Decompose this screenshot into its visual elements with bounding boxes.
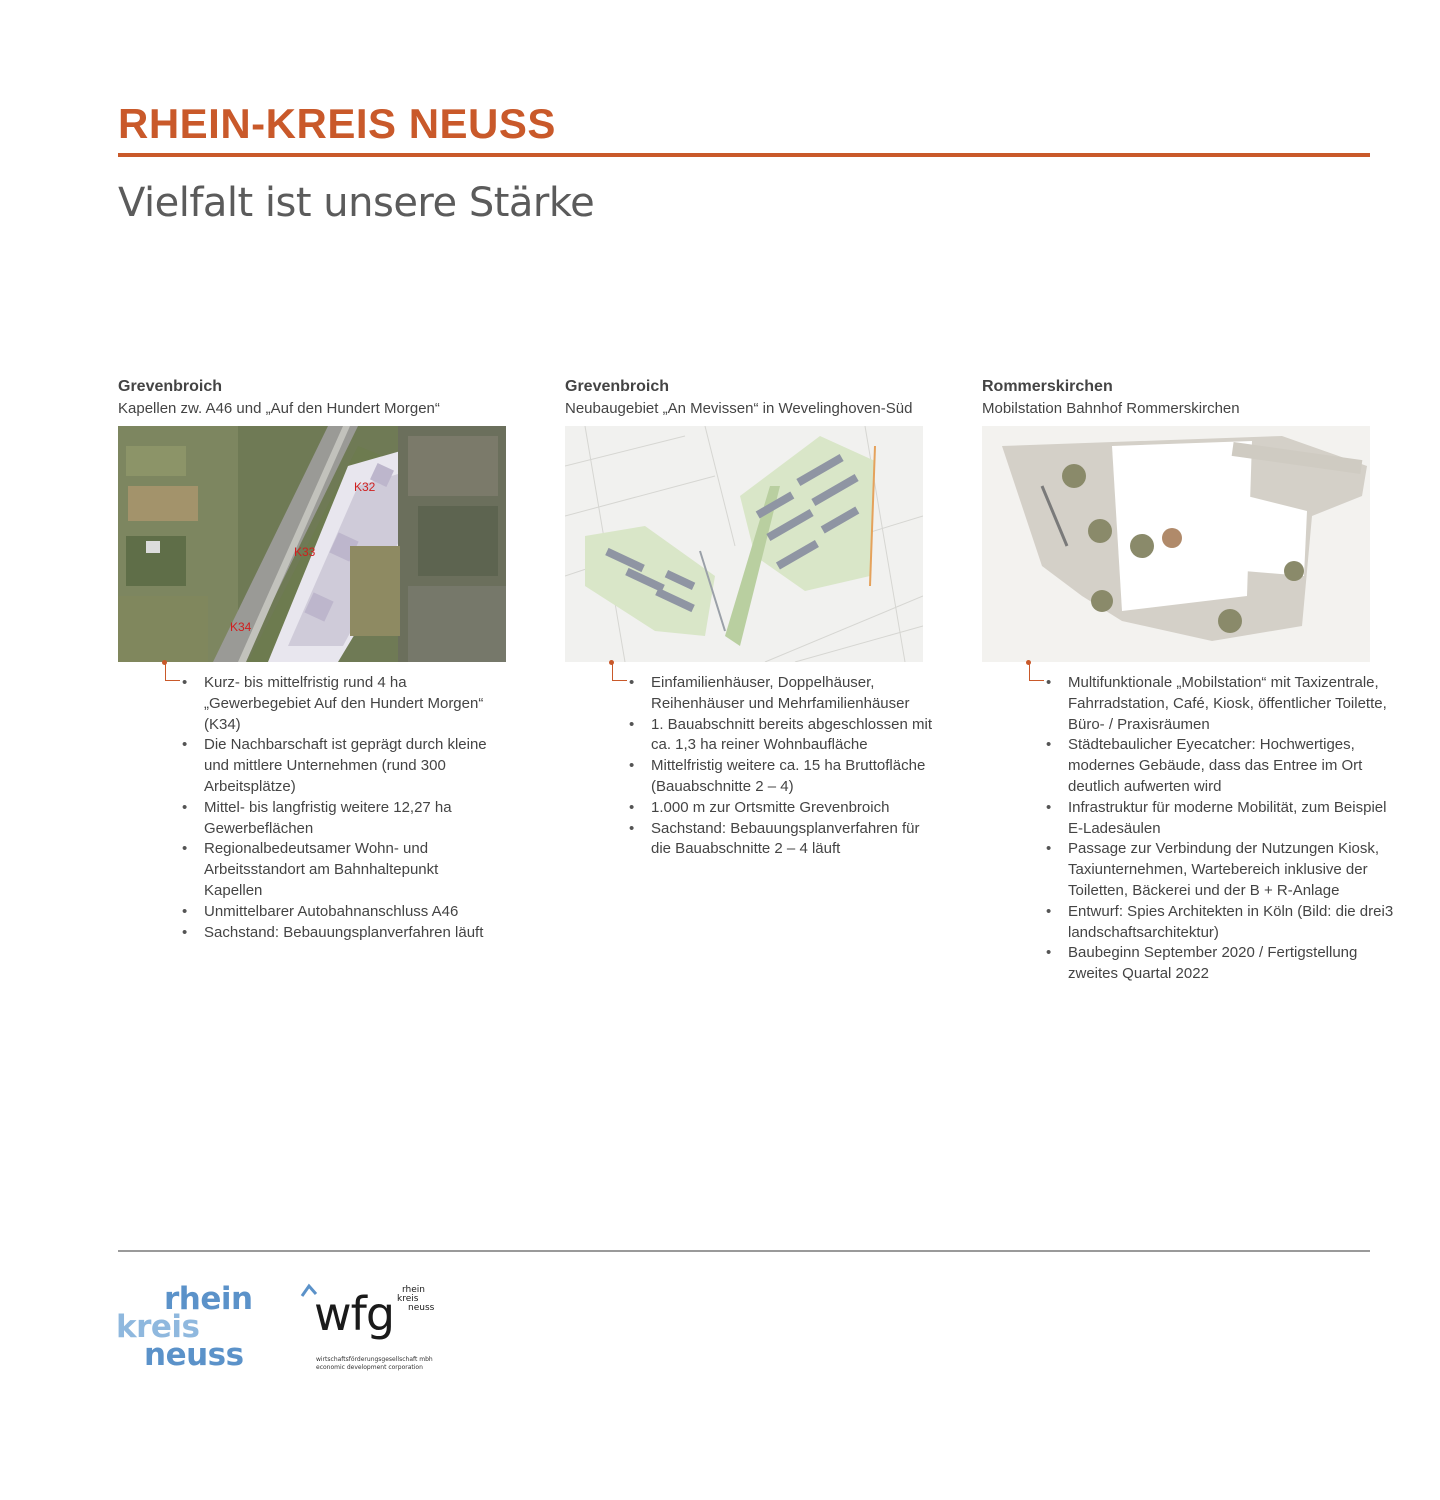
footer-rule [118, 1250, 1370, 1252]
project-rommerskirchen [982, 376, 1370, 662]
wfg-tagline-en: economic development corporation [316, 1364, 423, 1371]
list-item: • Mittel- bis langfristig weitere 12,27 ha Gewerbeflächen [204, 798, 494, 840]
wfg-wordmark: wfg [314, 1287, 395, 1341]
list-item: • Regionalbedeutsamer Wohn- und Arbeitsstandort am Bahnhaltepunkt Kapellen [204, 839, 494, 901]
logo-word-neuss: neuss [144, 1337, 244, 1373]
brand-title: RHEIN-KREIS NEUSS [118, 100, 556, 147]
page-subtitle: Vielfalt ist unsere Stärke [118, 180, 595, 226]
list-item: • 1. Bauabschnitt bereits abgeschlossen mit ca. 1,3 ha reiner Wohnbaufläche [651, 715, 941, 757]
list-item: • Einfamilienhäuser, Doppelhäuser, Reihenhäuser und Mehrfamilienhäuser [651, 673, 941, 715]
map-label-k32: K32 [354, 480, 376, 494]
station-plan-image [982, 426, 1370, 662]
project-kapellen [118, 376, 506, 662]
logo-word-kreis: kreis [116, 1309, 200, 1345]
list-item: • Passage zur Verbindung der Nutzungen Kiosk, Taxiunternehmen, Wartebereich inklusive der Toiletten, Bäckerei und der B + R-Anlage [1068, 839, 1398, 901]
brand-rule [118, 153, 1370, 157]
bullet-list-mevissen [629, 673, 941, 860]
wfg-small-rhein: rhein [402, 1285, 425, 1295]
project-caption: Neubaugebiet „An Mevissen“ in Wevelinghoven-Süd [565, 400, 913, 417]
aerial-photo [118, 426, 506, 662]
logo-word-rhein: rhein [164, 1281, 253, 1317]
project-caption: Kapellen zw. A46 und „Auf den Hundert Morgen“ [118, 400, 440, 417]
bullet-list-kapellen [182, 673, 494, 943]
list-item: • Sachstand: Bebauungsplanverfahren für die Bauabschnitte 2 – 4 läuft [651, 819, 941, 861]
wfg-logo [300, 1280, 450, 1375]
list-item: • Kurz- bis mittelfristig rund 4 ha „Gewerbegebiet Auf den Hundert Morgen“ (K34) [204, 673, 494, 735]
site-plan [565, 426, 923, 662]
list-item: • Baubeginn September 2020 / Fertigstellung zweites Quartal 2022 [1068, 943, 1398, 985]
project-city: Grevenbroich [118, 378, 223, 395]
project-city: Rommerskirchen [982, 378, 1113, 395]
rhein-kreis-neuss-logo [116, 1281, 256, 1374]
list-item: • Infrastruktur für moderne Mobilität, zum Beispiel E-Ladesäulen [1068, 798, 1398, 840]
project-caption: Mobilstation Bahnhof Rommerskirchen [982, 400, 1240, 417]
architecture-rendering [982, 426, 1370, 662]
wfg-small-neuss: neuss [408, 1303, 435, 1313]
map-label-k33: K33 [294, 545, 316, 559]
wfg-small-kreis: kreis [397, 1294, 419, 1304]
list-item: • Unmittelbarer Autobahnanschluss A46 [204, 902, 494, 923]
list-item: • Die Nachbarschaft ist geprägt durch kleine und mittlere Unternehmen (rund 300 Arbeitsplätze) [204, 735, 494, 797]
list-item: • Entwurf: Spies Architekten in Köln (Bild: die drei3 landschaftsarchitektur) [1068, 902, 1398, 944]
callout-connector [165, 664, 180, 681]
wfg-tagline-de: wirtschaftsförderungsgesellschaft mbh [316, 1356, 433, 1363]
callout-connector [1029, 664, 1044, 681]
callout-connector [612, 664, 627, 681]
aerial-map-image [118, 426, 506, 662]
list-item: • Multifunktionale „Mobilstation“ mit Taxizentrale, Fahrradstation, Café, Kiosk, öffentlicher Toilette, Büro- / Praxisräumen [1068, 673, 1398, 735]
project-mevissen [565, 376, 923, 662]
site-plan-image [565, 426, 923, 662]
map-label-k34: K34 [230, 620, 252, 634]
project-city: Grevenbroich [565, 378, 670, 395]
bullet-list-rommerskirchen [1046, 673, 1398, 985]
list-item: • 1.000 m zur Ortsmitte Grevenbroich [651, 798, 941, 819]
list-item: • Mittelfristig weitere ca. 15 ha Bruttofläche (Bauabschnitte 2 – 4) [651, 756, 941, 798]
list-item: • Sachstand: Bebauungsplanverfahren läuft [204, 923, 494, 944]
list-item: • Städtebaulicher Eyecatcher: Hochwertiges, modernes Gebäude, dass das Entree im Ort deutlich aufwerten wird [1068, 735, 1398, 797]
